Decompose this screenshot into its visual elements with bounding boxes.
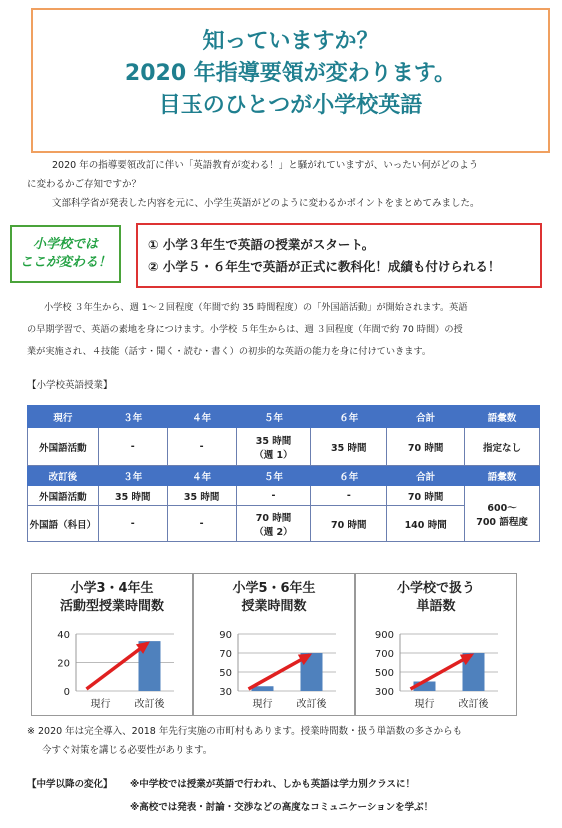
header-cell: ４年 (167, 466, 236, 486)
header-cell: 現行 (28, 406, 99, 428)
y-tick-label: 40 (57, 630, 70, 641)
after-label: 【中学以降の変化】 (27, 779, 113, 790)
cell-line: （週 2） (254, 526, 293, 538)
revised-row-2 (28, 506, 540, 542)
chart-title-line-2: 活動型授業時間数 (59, 599, 164, 614)
header-cell: 語彙数 (465, 406, 540, 428)
header-cell: ３年 (98, 406, 167, 428)
header-cell: 改訂後 (28, 466, 99, 486)
chart-grade34-svg (32, 574, 194, 717)
table-cell: 35 時間 (311, 428, 387, 466)
chart-grade56 (193, 573, 355, 716)
chart-title-line-1: 小学5・6年生 (232, 581, 316, 596)
table-cell: - (311, 486, 387, 506)
badge-line-2: ここが変わる！ (19, 255, 111, 270)
revised-row-1 (28, 486, 540, 506)
table-cell: - (98, 428, 167, 466)
x-tick-label: 現行 (252, 699, 273, 710)
header-cell: ６年 (311, 406, 387, 428)
after-line-2: ※高校では発表・討論・交渉などの高度なコミュニケーションを学ぶ！ (130, 802, 434, 813)
header-cell: ４年 (167, 406, 236, 428)
header-cell: ５年 (236, 466, 311, 486)
table-cell (236, 428, 311, 466)
y-tick-label: 0 (63, 687, 70, 698)
intro-line-2: に変わるかご存知ですか？ (27, 179, 142, 190)
cell-line: 70 時間 (255, 512, 292, 524)
y-tick-label: 50 (219, 668, 232, 679)
y-tick-label: 70 (219, 649, 232, 660)
change-badge (10, 225, 121, 283)
chart-title-line-2: 授業時間数 (241, 599, 307, 614)
table-cell (236, 506, 311, 542)
title-line-2: 2020 年指導要領が変わります。 (124, 61, 457, 86)
note-line-1: ※ 2020 年は完全導入、2018 年先行実施の市町村もあります。授業時間数・扱う単語数の多さからも (27, 726, 463, 737)
body-line-1: 小学校 ３年生から、週 1〜２回程度（年間で約 35 時間程度）の「外国語活動」が開始されます。英語 (44, 302, 468, 313)
body-line-3: 業が実施され、４技能（話す・聞く・読む・書く）の初歩的な英語の能力を身に付けていきます。 (27, 346, 432, 357)
table-cell: 70 時間 (311, 506, 387, 542)
chart-title-line-1: 小学3・4年生 (70, 581, 154, 596)
chart-grade34 (31, 573, 193, 716)
current-header-row (28, 406, 540, 428)
table-cell: 35 時間 (98, 486, 167, 506)
point-2: ② 小学５・６年生で英語が正式に教科化！成績も付けられる！ (148, 259, 501, 274)
after-line-1: ※中学校では授業が英語で行われ、しかも英語は学力別クラスに！ (130, 779, 416, 790)
table-cell: - (98, 506, 167, 542)
badge-line-1: 小学校では (32, 237, 98, 252)
y-tick-label: 300 (374, 687, 394, 698)
note-line-2: 今すぐ対策を講じる必要性があります。 (42, 745, 213, 756)
table-cell: 70 時間 (387, 428, 465, 466)
x-tick-label: 改訂後 (134, 699, 165, 710)
intro-line-3: 文部科学省が発表した内容を元に、小学生英語がどのように変わるかポイントをまとめてみました。 (52, 198, 480, 209)
y-tick-label: 90 (219, 630, 232, 641)
chart-vocab (355, 573, 517, 716)
y-tick-label: 30 (219, 687, 232, 698)
title-box (31, 8, 550, 153)
vocab-revised-cell (465, 486, 540, 542)
chart-vocab-svg (356, 574, 518, 717)
table-cell: 35 時間 (167, 486, 236, 506)
chart-title-line-2: 単語数 (416, 599, 456, 614)
x-tick-label: 改訂後 (296, 699, 327, 710)
table-cell: - (236, 486, 311, 506)
revised-header-row (28, 466, 540, 486)
y-tick-label: 900 (374, 630, 394, 641)
current-row (28, 428, 540, 466)
header-cell: 合計 (387, 406, 465, 428)
title-line-3: 目玉のひとつが小学校英語 (158, 93, 423, 118)
y-tick-label: 700 (374, 649, 394, 660)
chart-grade56-svg (194, 574, 356, 717)
key-points-box (136, 223, 542, 288)
row-label: 外国語活動 (28, 428, 99, 466)
y-tick-label: 500 (374, 668, 394, 679)
header-cell: 合計 (387, 466, 465, 486)
table-cell: - (167, 506, 236, 542)
table-caption: 【小学校英語授業】 (27, 380, 113, 391)
cell-line: 35 時間 (255, 435, 292, 447)
header-cell: ６年 (311, 466, 387, 486)
x-tick-label: 現行 (90, 699, 111, 710)
body-line-2: の早期学習で、英語の素地を身につけます。小学校 ５年生からは、週 ３回程度（年間で約 70 時間）の授 (27, 324, 463, 335)
table-cell: - (167, 428, 236, 466)
title-line-1: 知っていますか？ (202, 29, 379, 54)
y-tick-label: 20 (57, 658, 70, 670)
row-label: 外国語（科目） (28, 506, 99, 542)
header-cell: ５年 (236, 406, 311, 428)
table-cell: 70 時間 (387, 486, 465, 506)
chart-title-line-1: 小学校で扱う (396, 581, 475, 596)
x-tick-label: 現行 (414, 699, 435, 710)
intro-line-1: 2020 年の指導要領改訂に伴い「英語教育が変わる！」と騒がれていますが、いったい何がどのよう (52, 160, 479, 171)
header-cell: ３年 (98, 466, 167, 486)
row-label: 外国語活動 (28, 486, 99, 506)
english-hours-table (27, 405, 540, 542)
table-cell: 140 時間 (387, 506, 465, 542)
table-cell: 指定なし (465, 428, 540, 466)
header-cell: 語彙数 (465, 466, 540, 486)
cell-line: 700 語程度 (476, 516, 528, 528)
cell-line: 600〜 (487, 502, 517, 514)
trend-arrow-line (87, 643, 148, 689)
x-tick-label: 改訂後 (458, 699, 489, 710)
point-1: ① 小学３年生で英語の授業がスタート。 (148, 237, 375, 252)
cell-line: （週 1） (254, 449, 293, 461)
